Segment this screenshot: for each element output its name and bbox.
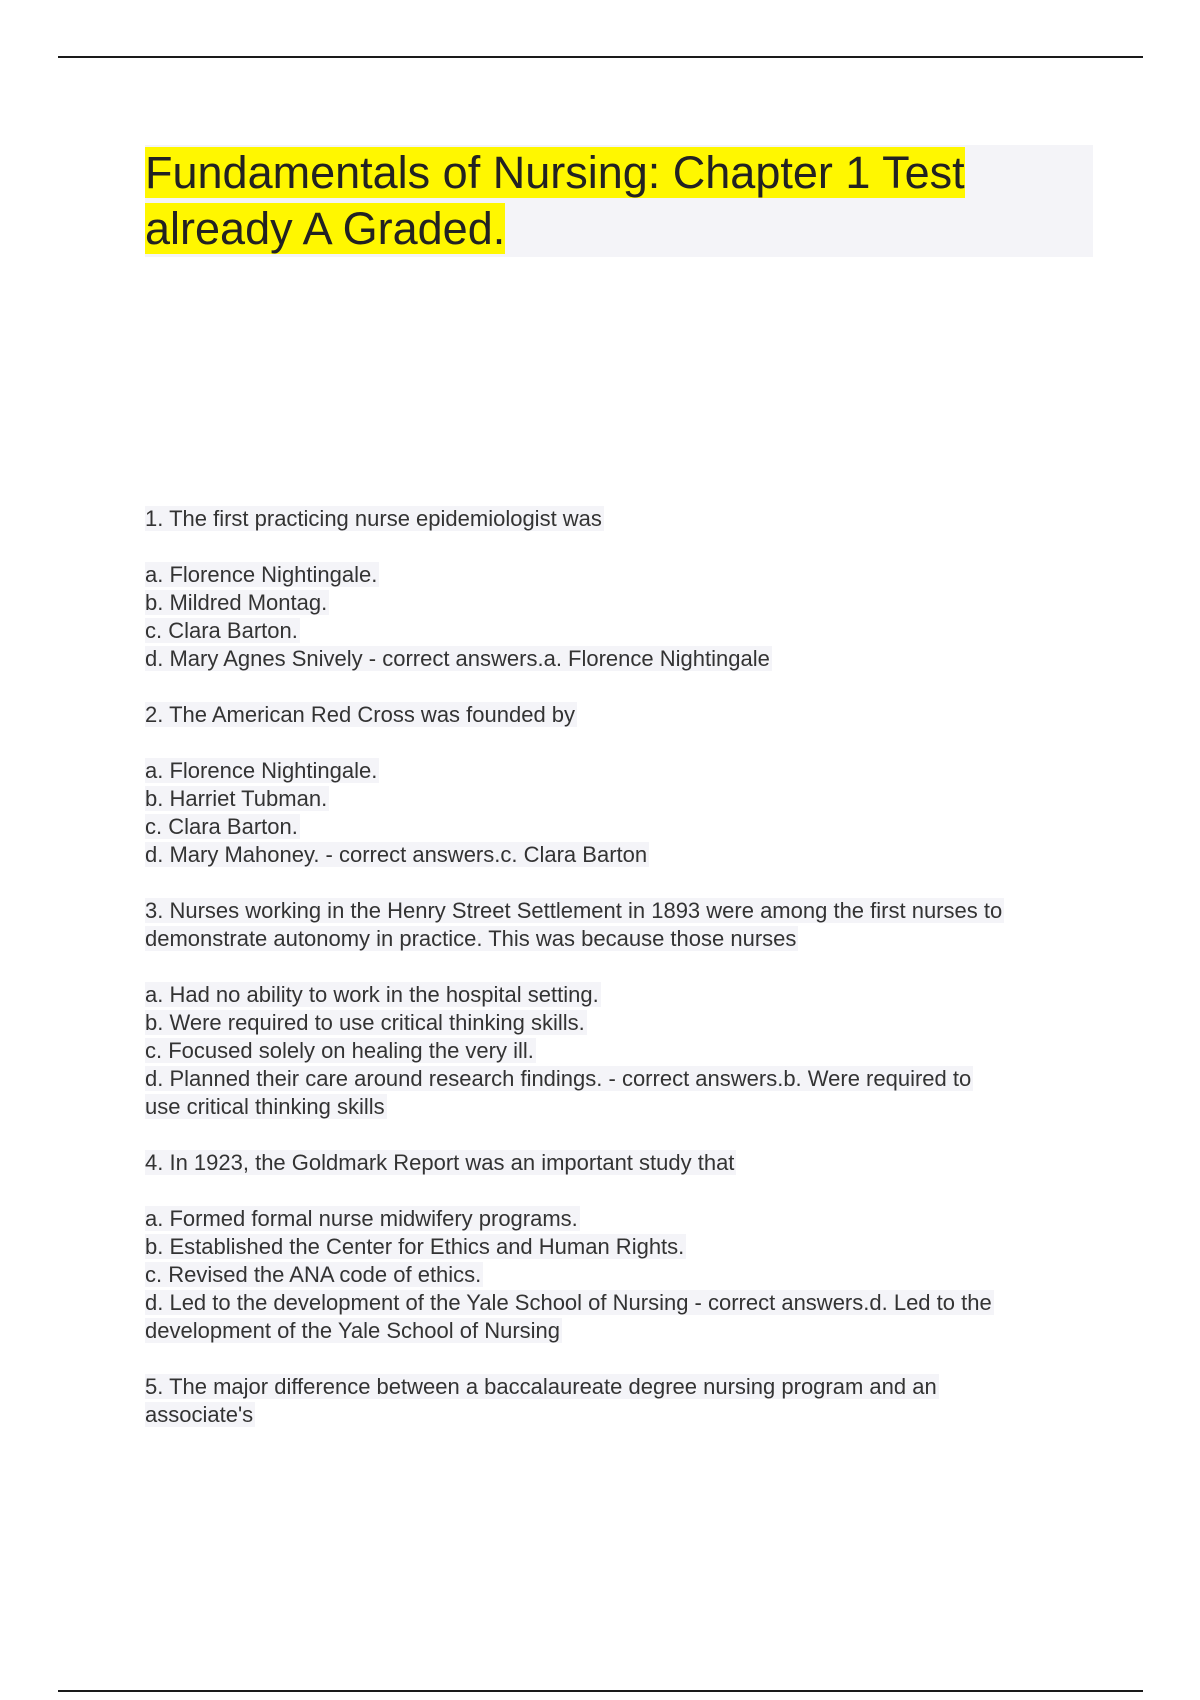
question-stem-text: associate's	[145, 1402, 254, 1427]
answer-option-text: b. Harriet Tubman.	[145, 786, 328, 811]
answer-option	[145, 1289, 1095, 1317]
title-highlight	[145, 147, 965, 254]
title-line-2: already A Graded.	[145, 203, 506, 254]
question-stem-line	[145, 925, 1095, 953]
answer-options	[145, 1205, 1095, 1345]
question-stem-text: 5. The major difference between a baccalaureate degree nursing program and an	[145, 1374, 937, 1399]
answer-option	[145, 841, 1095, 869]
answer-option	[145, 1093, 1095, 1121]
question-stem	[145, 1149, 1095, 1177]
document-title	[145, 145, 1093, 257]
question-stem-text: demonstrate autonomy in practice. This was because those nurses	[145, 926, 797, 951]
answer-option-text: a. Florence Nightingale.	[145, 562, 378, 587]
answer-option-text: c. Focused solely on healing the very ill.	[145, 1038, 534, 1063]
answer-option	[145, 645, 1095, 673]
answer-option	[145, 981, 1095, 1009]
question-stem-line	[145, 1401, 1095, 1429]
answer-option-text: c. Clara Barton.	[145, 814, 298, 839]
answer-options	[145, 757, 1095, 869]
question-stem-text: 2. The American Red Cross was founded by	[145, 702, 576, 727]
answer-option	[145, 1233, 1095, 1261]
answer-option-text: d. Led to the development of the Yale School of Nursing - correct answers.d. Led to the	[145, 1290, 992, 1315]
question-stem-line	[145, 505, 1095, 533]
answer-option	[145, 1037, 1095, 1065]
question-stem-text: 3. Nurses working in the Henry Street Settlement in 1893 were among the first nurses to	[145, 898, 1003, 923]
answer-option-text: c. Revised the ANA code of ethics.	[145, 1262, 482, 1287]
question-stem-line	[145, 701, 1095, 729]
answer-option-text: b. Mildred Montag.	[145, 590, 328, 615]
answer-option	[145, 1317, 1095, 1345]
answer-option-text: a. Had no ability to work in the hospital setting.	[145, 982, 599, 1007]
answer-option	[145, 561, 1095, 589]
question-stem-text: 1. The first practicing nurse epidemiologist was	[145, 506, 602, 531]
question-stem-line	[145, 897, 1095, 925]
answer-option-text: b. Established the Center for Ethics and Human Rights.	[145, 1234, 685, 1259]
answer-options	[145, 561, 1095, 673]
answer-option-text: use critical thinking skills	[145, 1094, 385, 1119]
title-line-1: Fundamentals of Nursing: Chapter 1 Test	[145, 147, 965, 198]
answer-option	[145, 1205, 1095, 1233]
question-item	[145, 701, 1095, 869]
answer-options	[145, 981, 1095, 1121]
question-stem-text: 4. In 1923, the Goldmark Report was an important study that	[145, 1150, 735, 1175]
answer-option	[145, 589, 1095, 617]
question-stem	[145, 1373, 1095, 1429]
top-rule	[58, 56, 1143, 58]
answer-option-text: c. Clara Barton.	[145, 618, 298, 643]
answer-option-text: d. Mary Agnes Snively - correct answers.a. Florence Nightingale	[145, 646, 770, 671]
question-item	[145, 897, 1095, 1121]
question-stem	[145, 897, 1095, 953]
answer-option	[145, 617, 1095, 645]
answer-option-text: b. Were required to use critical thinking skills.	[145, 1010, 585, 1035]
bottom-rule	[58, 1690, 1143, 1692]
answer-option-text: a. Florence Nightingale.	[145, 758, 378, 783]
answer-option-text: development of the Yale School of Nursing	[145, 1318, 561, 1343]
title-block	[145, 145, 1093, 257]
answer-option	[145, 1065, 1095, 1093]
question-list	[145, 505, 1095, 1457]
question-item	[145, 1149, 1095, 1345]
answer-option	[145, 1009, 1095, 1037]
answer-option	[145, 785, 1095, 813]
answer-option	[145, 757, 1095, 785]
question-item	[145, 505, 1095, 673]
answer-option-text: d. Planned their care around research findings. - correct answers.b. Were required to	[145, 1066, 972, 1091]
question-item	[145, 1373, 1095, 1429]
question-stem-line	[145, 1373, 1095, 1401]
answer-option-text: d. Mary Mahoney. - correct answers.c. Clara Barton	[145, 842, 648, 867]
answer-option	[145, 813, 1095, 841]
answer-option-text: a. Formed formal nurse midwifery programs.	[145, 1206, 578, 1231]
question-stem	[145, 701, 1095, 729]
question-stem-line	[145, 1149, 1095, 1177]
question-stem	[145, 505, 1095, 533]
answer-option	[145, 1261, 1095, 1289]
